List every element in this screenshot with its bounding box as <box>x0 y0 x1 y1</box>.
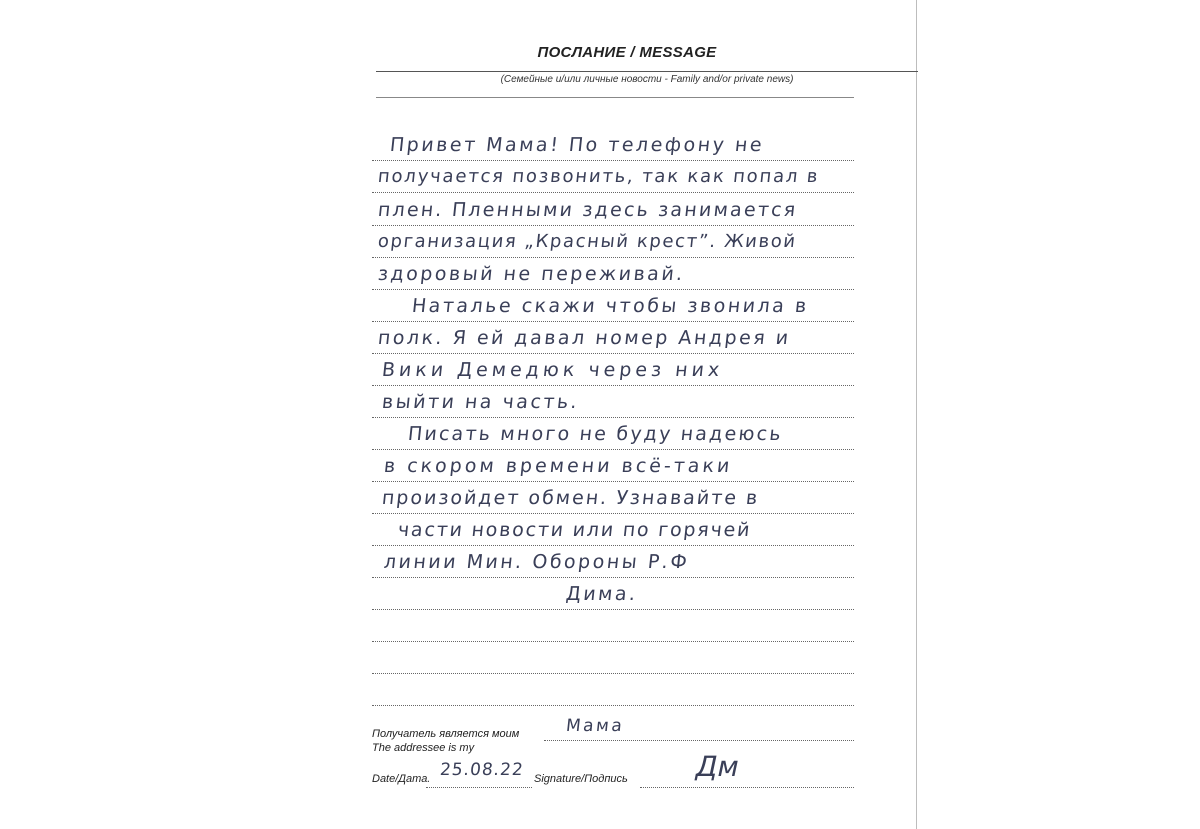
signature-line <box>640 787 854 788</box>
letter-line: Вики Демедюк через них <box>380 359 725 381</box>
writing-line <box>372 673 854 674</box>
date-value: 25.08.22 <box>438 760 525 780</box>
letter-line: здоровый не переживай. <box>376 263 686 285</box>
form-title: ПОСЛАНИЕ / MESSAGE <box>537 44 717 61</box>
writing-line <box>372 321 854 322</box>
addressee-value: Мама <box>564 716 626 736</box>
letter-line: полк. Я ей давал номер Андрея и <box>376 327 792 349</box>
form-subtitle: (Семейные и/или личные новости - Family and/or private news) <box>500 74 794 85</box>
letter-line: части новости или по горячей <box>396 519 753 541</box>
letter-line: Привет Мама! По телефону не <box>388 134 766 156</box>
writing-line <box>372 192 854 193</box>
letter-line: плен. Пленными здесь занимается <box>376 199 799 221</box>
writing-line <box>372 545 854 546</box>
signature-label: Signature/Подпись <box>534 773 628 785</box>
writing-line <box>372 417 854 418</box>
addressee-line <box>544 740 854 741</box>
writing-line <box>372 257 854 258</box>
writing-line <box>372 609 854 610</box>
writing-line <box>372 577 854 578</box>
writing-line <box>372 160 854 161</box>
writing-line <box>372 705 854 706</box>
addressee-label-en: The addressee is my <box>372 742 475 754</box>
date-label: Date/Дата. <box>372 773 431 785</box>
writing-line <box>372 481 854 482</box>
writing-line <box>372 513 854 514</box>
writing-line <box>372 225 854 226</box>
writing-line <box>372 385 854 386</box>
letter-line: произойдет обмен. Узнавайте в <box>380 487 761 509</box>
subtitle-divider <box>376 97 854 98</box>
writing-line <box>372 641 854 642</box>
letter-line: Писать много не буду надеюсь <box>406 423 784 445</box>
date-line <box>426 787 532 788</box>
writing-line <box>372 449 854 450</box>
letter-signoff: Дима. <box>564 583 639 605</box>
letter-line: линии Мин. Обороны Р.Ф <box>382 551 691 573</box>
page-edge <box>916 0 917 829</box>
letter-line: выйти на часть. <box>380 391 581 413</box>
signature-value: Дм <box>692 750 743 783</box>
writing-line <box>372 353 854 354</box>
letter-line: Наталье скажи чтобы звонила в <box>410 295 810 317</box>
title-divider <box>376 71 918 72</box>
letter-line: организация „Красный крест”. Живой <box>376 231 798 252</box>
letter-line: в скором времени всё-таки <box>382 455 734 477</box>
writing-line <box>372 289 854 290</box>
addressee-label-ru: Получатель является моим <box>372 728 520 740</box>
letter-line: получается позвонить, так как попал в <box>376 166 821 187</box>
